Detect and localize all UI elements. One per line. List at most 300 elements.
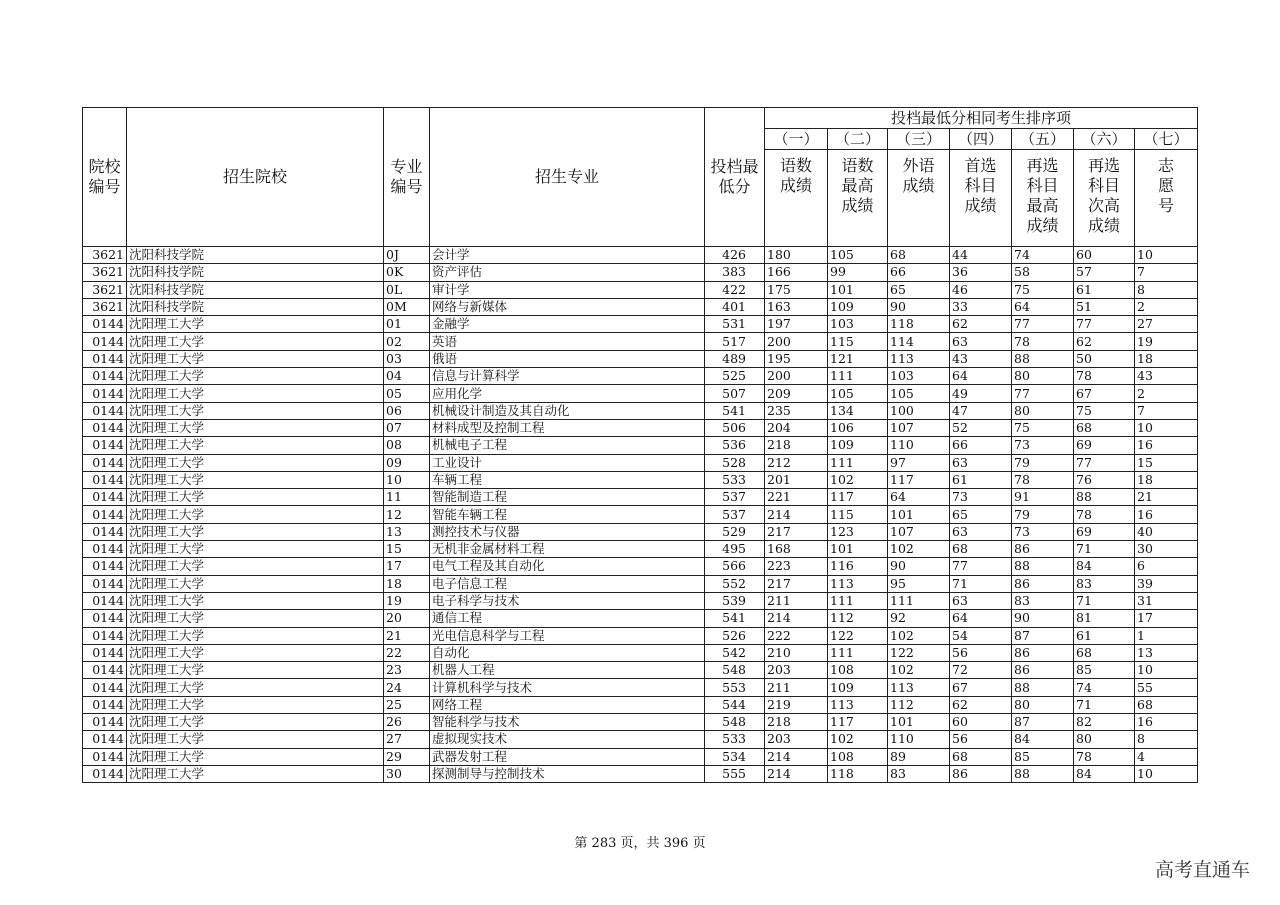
major-name-cell: 会计学 — [430, 247, 705, 264]
header-order-1: （一） — [765, 129, 828, 150]
major-code-cell: 23 — [384, 662, 430, 679]
major-name-cell: 工业设计 — [430, 454, 705, 471]
first-subject-score-cell: 67 — [950, 679, 1012, 696]
school-name-cell: 沈阳理工大学 — [127, 765, 384, 782]
min-score-cell: 506 — [705, 419, 765, 436]
chinese-math-max-cell: 111 — [828, 368, 888, 385]
school-code-cell: 0144 — [83, 575, 127, 592]
chinese-math-score-cell: 201 — [765, 471, 828, 488]
school-name-cell: 沈阳理工大学 — [127, 471, 384, 488]
major-code-cell: 25 — [384, 696, 430, 713]
school-code-cell: 0144 — [83, 627, 127, 644]
major-name-cell: 审计学 — [430, 281, 705, 298]
elective-highest-cell: 87 — [1012, 714, 1074, 731]
major-name-cell: 通信工程 — [430, 610, 705, 627]
chinese-math-max-cell: 105 — [828, 385, 888, 402]
chinese-math-max-cell: 111 — [828, 644, 888, 661]
chinese-math-score-cell: 214 — [765, 765, 828, 782]
school-code-cell: 0144 — [83, 368, 127, 385]
foreign-language-score-cell: 90 — [888, 298, 950, 315]
elective-second-cell: 61 — [1074, 281, 1135, 298]
table-row — [83, 662, 1198, 679]
major-code-cell: 07 — [384, 419, 430, 436]
table-row — [83, 489, 1198, 506]
elective-highest-cell: 86 — [1012, 575, 1074, 592]
table-row — [83, 368, 1198, 385]
preference-number-cell: 10 — [1135, 247, 1198, 264]
table-body — [83, 247, 1198, 783]
chinese-math-score-cell: 203 — [765, 662, 828, 679]
min-score-cell: 536 — [705, 437, 765, 454]
elective-highest-cell: 73 — [1012, 437, 1074, 454]
chinese-math-score-cell: 218 — [765, 437, 828, 454]
school-name-cell: 沈阳理工大学 — [127, 368, 384, 385]
chinese-math-score-cell: 204 — [765, 419, 828, 436]
school-name-cell: 沈阳理工大学 — [127, 627, 384, 644]
preference-number-cell: 39 — [1135, 575, 1198, 592]
header-preference-number: 志愿号 — [1135, 150, 1198, 247]
first-subject-score-cell: 46 — [950, 281, 1012, 298]
elective-second-cell: 71 — [1074, 541, 1135, 558]
chinese-math-score-cell: 163 — [765, 298, 828, 315]
header-school-name: 招生院校 — [127, 108, 384, 247]
chinese-math-max-cell: 109 — [828, 437, 888, 454]
school-code-cell: 0144 — [83, 714, 127, 731]
school-code-cell: 0144 — [83, 489, 127, 506]
table-row — [83, 558, 1198, 575]
header-elective-second: 再选科目次高成绩 — [1074, 150, 1135, 247]
school-code-cell: 0144 — [83, 592, 127, 609]
elective-second-cell: 76 — [1074, 471, 1135, 488]
chinese-math-max-cell: 112 — [828, 610, 888, 627]
school-name-cell: 沈阳理工大学 — [127, 541, 384, 558]
elective-highest-cell: 80 — [1012, 402, 1074, 419]
school-code-cell: 0144 — [83, 350, 127, 367]
elective-second-cell: 78 — [1074, 506, 1135, 523]
min-score-cell: 548 — [705, 662, 765, 679]
elective-second-cell: 80 — [1074, 731, 1135, 748]
preference-number-cell: 8 — [1135, 281, 1198, 298]
chinese-math-score-cell: 214 — [765, 506, 828, 523]
table-row — [83, 541, 1198, 558]
school-code-cell: 3621 — [83, 247, 127, 264]
major-name-cell: 金融学 — [430, 316, 705, 333]
elective-second-cell: 85 — [1074, 662, 1135, 679]
min-score-cell: 401 — [705, 298, 765, 315]
elective-second-cell: 69 — [1074, 523, 1135, 540]
preference-number-cell: 18 — [1135, 471, 1198, 488]
chinese-math-max-cell: 123 — [828, 523, 888, 540]
foreign-language-score-cell: 110 — [888, 437, 950, 454]
header-order-4: （四） — [950, 129, 1012, 150]
chinese-math-max-cell: 99 — [828, 264, 888, 281]
preference-number-cell: 31 — [1135, 592, 1198, 609]
elective-second-cell: 78 — [1074, 368, 1135, 385]
preference-number-cell: 40 — [1135, 523, 1198, 540]
table-row — [83, 419, 1198, 436]
first-subject-score-cell: 56 — [950, 644, 1012, 661]
school-code-cell: 0144 — [83, 748, 127, 765]
elective-highest-cell: 79 — [1012, 506, 1074, 523]
first-subject-score-cell: 44 — [950, 247, 1012, 264]
header-elective-highest: 再选科目最高成绩 — [1012, 150, 1074, 247]
foreign-language-score-cell: 97 — [888, 454, 950, 471]
preference-number-cell: 16 — [1135, 714, 1198, 731]
min-score-cell: 529 — [705, 523, 765, 540]
foreign-language-score-cell: 64 — [888, 489, 950, 506]
min-score-cell: 533 — [705, 731, 765, 748]
major-name-cell: 俄语 — [430, 350, 705, 367]
major-code-cell: 06 — [384, 402, 430, 419]
school-name-cell: 沈阳理工大学 — [127, 316, 384, 333]
foreign-language-score-cell: 105 — [888, 385, 950, 402]
first-subject-score-cell: 62 — [950, 316, 1012, 333]
chinese-math-max-cell: 101 — [828, 541, 888, 558]
school-code-cell: 0144 — [83, 558, 127, 575]
major-code-cell: 22 — [384, 644, 430, 661]
major-name-cell: 网络工程 — [430, 696, 705, 713]
first-subject-score-cell: 33 — [950, 298, 1012, 315]
major-name-cell: 智能车辆工程 — [430, 506, 705, 523]
chinese-math-score-cell: 222 — [765, 627, 828, 644]
chinese-math-max-cell: 106 — [828, 419, 888, 436]
foreign-language-score-cell: 122 — [888, 644, 950, 661]
min-score-cell: 525 — [705, 368, 765, 385]
first-subject-score-cell: 63 — [950, 592, 1012, 609]
chinese-math-score-cell: 217 — [765, 575, 828, 592]
first-subject-score-cell: 43 — [950, 350, 1012, 367]
min-score-cell: 537 — [705, 506, 765, 523]
table-row — [83, 714, 1198, 731]
foreign-language-score-cell: 118 — [888, 316, 950, 333]
chinese-math-score-cell: 210 — [765, 644, 828, 661]
major-code-cell: 0M — [384, 298, 430, 315]
first-subject-score-cell: 60 — [950, 714, 1012, 731]
first-subject-score-cell: 63 — [950, 454, 1012, 471]
school-code-cell: 0144 — [83, 402, 127, 419]
table-row — [83, 316, 1198, 333]
elective-second-cell: 74 — [1074, 679, 1135, 696]
table-row — [83, 471, 1198, 488]
header-foreign-language-score: 外语成绩 — [888, 150, 950, 247]
table-row — [83, 281, 1198, 298]
school-code-cell: 0144 — [83, 506, 127, 523]
chinese-math-score-cell: 209 — [765, 385, 828, 402]
min-score-cell: 528 — [705, 454, 765, 471]
elective-highest-cell: 64 — [1012, 298, 1074, 315]
elective-second-cell: 75 — [1074, 402, 1135, 419]
school-name-cell: 沈阳理工大学 — [127, 644, 384, 661]
first-subject-score-cell: 64 — [950, 610, 1012, 627]
foreign-language-score-cell: 90 — [888, 558, 950, 575]
table-row — [83, 627, 1198, 644]
chinese-math-max-cell: 108 — [828, 748, 888, 765]
major-name-cell: 电子信息工程 — [430, 575, 705, 592]
major-name-cell: 探测制导与控制技术 — [430, 765, 705, 782]
elective-highest-cell: 74 — [1012, 247, 1074, 264]
min-score-cell: 517 — [705, 333, 765, 350]
chinese-math-max-cell: 102 — [828, 471, 888, 488]
elective-highest-cell: 88 — [1012, 350, 1074, 367]
school-code-cell: 0144 — [83, 454, 127, 471]
min-score-cell: 507 — [705, 385, 765, 402]
school-code-cell: 0144 — [83, 471, 127, 488]
min-score-cell: 537 — [705, 489, 765, 506]
school-code-cell: 0144 — [83, 316, 127, 333]
chinese-math-max-cell: 105 — [828, 247, 888, 264]
major-code-cell: 29 — [384, 748, 430, 765]
first-subject-score-cell: 56 — [950, 731, 1012, 748]
min-score-cell: 526 — [705, 627, 765, 644]
first-subject-score-cell: 61 — [950, 471, 1012, 488]
first-subject-score-cell: 62 — [950, 696, 1012, 713]
school-name-cell: 沈阳理工大学 — [127, 506, 384, 523]
major-code-cell: 18 — [384, 575, 430, 592]
school-name-cell: 沈阳理工大学 — [127, 437, 384, 454]
chinese-math-score-cell: 180 — [765, 247, 828, 264]
preference-number-cell: 10 — [1135, 662, 1198, 679]
first-subject-score-cell: 47 — [950, 402, 1012, 419]
elective-highest-cell: 87 — [1012, 627, 1074, 644]
header-order-2: （二） — [828, 129, 888, 150]
elective-second-cell: 83 — [1074, 575, 1135, 592]
major-code-cell: 09 — [384, 454, 430, 471]
chinese-math-score-cell: 223 — [765, 558, 828, 575]
chinese-math-score-cell: 214 — [765, 610, 828, 627]
elective-highest-cell: 78 — [1012, 333, 1074, 350]
elective-second-cell: 61 — [1074, 627, 1135, 644]
chinese-math-score-cell: 175 — [765, 281, 828, 298]
header-tiebreak-group: 投档最低分相同考生排序项 — [765, 108, 1198, 129]
school-name-cell: 沈阳理工大学 — [127, 454, 384, 471]
foreign-language-score-cell: 113 — [888, 679, 950, 696]
major-name-cell: 测控技术与仪器 — [430, 523, 705, 540]
school-code-cell: 0144 — [83, 385, 127, 402]
table-row — [83, 644, 1198, 661]
watermark-text: 高考直通车 — [1154, 859, 1250, 881]
school-code-cell: 0144 — [83, 610, 127, 627]
chinese-math-score-cell: 200 — [765, 333, 828, 350]
preference-number-cell: 18 — [1135, 350, 1198, 367]
school-name-cell: 沈阳理工大学 — [127, 402, 384, 419]
elective-highest-cell: 75 — [1012, 419, 1074, 436]
major-name-cell: 自动化 — [430, 644, 705, 661]
school-name-cell: 沈阳科技学院 — [127, 298, 384, 315]
chinese-math-max-cell: 109 — [828, 298, 888, 315]
chinese-math-max-cell: 122 — [828, 627, 888, 644]
table-row — [83, 731, 1198, 748]
chinese-math-max-cell: 111 — [828, 592, 888, 609]
foreign-language-score-cell: 102 — [888, 627, 950, 644]
foreign-language-score-cell: 101 — [888, 506, 950, 523]
major-code-cell: 13 — [384, 523, 430, 540]
table-row — [83, 437, 1198, 454]
school-name-cell: 沈阳理工大学 — [127, 385, 384, 402]
elective-second-cell: 77 — [1074, 454, 1135, 471]
table-row — [83, 402, 1198, 419]
elective-highest-cell: 85 — [1012, 748, 1074, 765]
table-row — [83, 506, 1198, 523]
major-code-cell: 21 — [384, 627, 430, 644]
chinese-math-max-cell: 102 — [828, 731, 888, 748]
school-code-cell: 0144 — [83, 541, 127, 558]
elective-highest-cell: 77 — [1012, 316, 1074, 333]
major-code-cell: 03 — [384, 350, 430, 367]
first-subject-score-cell: 63 — [950, 333, 1012, 350]
chinese-math-score-cell: 168 — [765, 541, 828, 558]
elective-highest-cell: 80 — [1012, 368, 1074, 385]
major-code-cell: 01 — [384, 316, 430, 333]
min-score-cell: 489 — [705, 350, 765, 367]
foreign-language-score-cell: 110 — [888, 731, 950, 748]
school-code-cell: 0144 — [83, 437, 127, 454]
first-subject-score-cell: 64 — [950, 368, 1012, 385]
major-name-cell: 机械设计制造及其自动化 — [430, 402, 705, 419]
major-name-cell: 机械电子工程 — [430, 437, 705, 454]
min-score-cell: 566 — [705, 558, 765, 575]
preference-number-cell: 21 — [1135, 489, 1198, 506]
major-code-cell: 10 — [384, 471, 430, 488]
school-code-cell: 3621 — [83, 298, 127, 315]
elective-highest-cell: 90 — [1012, 610, 1074, 627]
major-code-cell: 11 — [384, 489, 430, 506]
school-name-cell: 沈阳理工大学 — [127, 592, 384, 609]
preference-number-cell: 1 — [1135, 627, 1198, 644]
min-score-cell: 426 — [705, 247, 765, 264]
elective-second-cell: 78 — [1074, 748, 1135, 765]
chinese-math-max-cell: 108 — [828, 662, 888, 679]
school-code-cell: 0144 — [83, 731, 127, 748]
major-code-cell: 0K — [384, 264, 430, 281]
table-row — [83, 765, 1198, 782]
table-row — [83, 610, 1198, 627]
table-row — [83, 696, 1198, 713]
chinese-math-max-cell: 117 — [828, 489, 888, 506]
first-subject-score-cell: 68 — [950, 541, 1012, 558]
chinese-math-score-cell: 195 — [765, 350, 828, 367]
foreign-language-score-cell: 102 — [888, 541, 950, 558]
foreign-language-score-cell: 113 — [888, 350, 950, 367]
table-row — [83, 247, 1198, 264]
school-name-cell: 沈阳理工大学 — [127, 558, 384, 575]
school-name-cell: 沈阳科技学院 — [127, 281, 384, 298]
preference-number-cell: 16 — [1135, 437, 1198, 454]
min-score-cell: 531 — [705, 316, 765, 333]
elective-highest-cell: 83 — [1012, 592, 1074, 609]
first-subject-score-cell: 65 — [950, 506, 1012, 523]
first-subject-score-cell: 71 — [950, 575, 1012, 592]
min-score-cell: 555 — [705, 765, 765, 782]
elective-highest-cell: 78 — [1012, 471, 1074, 488]
min-score-cell: 495 — [705, 541, 765, 558]
major-name-cell: 智能科学与技术 — [430, 714, 705, 731]
elective-highest-cell: 75 — [1012, 281, 1074, 298]
major-name-cell: 资产评估 — [430, 264, 705, 281]
table-row — [83, 575, 1198, 592]
preference-number-cell: 15 — [1135, 454, 1198, 471]
school-name-cell: 沈阳理工大学 — [127, 350, 384, 367]
foreign-language-score-cell: 95 — [888, 575, 950, 592]
preference-number-cell: 17 — [1135, 610, 1198, 627]
min-score-cell: 544 — [705, 696, 765, 713]
first-subject-score-cell: 73 — [950, 489, 1012, 506]
major-name-cell: 电气工程及其自动化 — [430, 558, 705, 575]
min-score-cell: 542 — [705, 644, 765, 661]
min-score-cell: 552 — [705, 575, 765, 592]
min-score-cell: 541 — [705, 610, 765, 627]
preference-number-cell: 2 — [1135, 385, 1198, 402]
table-row — [83, 454, 1198, 471]
major-code-cell: 20 — [384, 610, 430, 627]
elective-highest-cell: 88 — [1012, 558, 1074, 575]
chinese-math-score-cell: 235 — [765, 402, 828, 419]
chinese-math-max-cell: 115 — [828, 506, 888, 523]
page-number-footer: 第 283 页，共 396 页 — [574, 836, 706, 851]
elective-second-cell: 68 — [1074, 644, 1135, 661]
major-name-cell: 英语 — [430, 333, 705, 350]
foreign-language-score-cell: 100 — [888, 402, 950, 419]
elective-highest-cell: 79 — [1012, 454, 1074, 471]
school-name-cell: 沈阳理工大学 — [127, 333, 384, 350]
first-subject-score-cell: 66 — [950, 437, 1012, 454]
major-code-cell: 12 — [384, 506, 430, 523]
min-score-cell: 553 — [705, 679, 765, 696]
foreign-language-score-cell: 66 — [888, 264, 950, 281]
foreign-language-score-cell: 92 — [888, 610, 950, 627]
school-code-cell: 0144 — [83, 419, 127, 436]
foreign-language-score-cell: 83 — [888, 765, 950, 782]
major-code-cell: 17 — [384, 558, 430, 575]
chinese-math-max-cell: 134 — [828, 402, 888, 419]
preference-number-cell: 7 — [1135, 264, 1198, 281]
header-major-code: 专业编号 — [384, 108, 430, 247]
min-score-cell: 383 — [705, 264, 765, 281]
preference-number-cell: 7 — [1135, 402, 1198, 419]
foreign-language-score-cell: 103 — [888, 368, 950, 385]
school-code-cell: 3621 — [83, 264, 127, 281]
school-code-cell: 0144 — [83, 644, 127, 661]
min-score-cell: 541 — [705, 402, 765, 419]
preference-number-cell: 16 — [1135, 506, 1198, 523]
elective-second-cell: 88 — [1074, 489, 1135, 506]
school-name-cell: 沈阳理工大学 — [127, 489, 384, 506]
school-name-cell: 沈阳科技学院 — [127, 247, 384, 264]
major-name-cell: 计算机科学与技术 — [430, 679, 705, 696]
table-row — [83, 523, 1198, 540]
major-name-cell: 材料成型及控制工程 — [430, 419, 705, 436]
school-code-cell: 0144 — [83, 696, 127, 713]
min-score-cell: 548 — [705, 714, 765, 731]
elective-second-cell: 82 — [1074, 714, 1135, 731]
chinese-math-max-cell: 118 — [828, 765, 888, 782]
table-row — [83, 298, 1198, 315]
foreign-language-score-cell: 117 — [888, 471, 950, 488]
major-name-cell: 无机非金属材料工程 — [430, 541, 705, 558]
elective-second-cell: 50 — [1074, 350, 1135, 367]
foreign-language-score-cell: 101 — [888, 714, 950, 731]
chinese-math-max-cell: 113 — [828, 696, 888, 713]
school-code-cell: 0144 — [83, 662, 127, 679]
elective-second-cell: 81 — [1074, 610, 1135, 627]
admission-score-table — [82, 107, 1198, 783]
major-code-cell: 04 — [384, 368, 430, 385]
foreign-language-score-cell: 107 — [888, 419, 950, 436]
first-subject-score-cell: 77 — [950, 558, 1012, 575]
chinese-math-score-cell: 221 — [765, 489, 828, 506]
elective-second-cell: 84 — [1074, 765, 1135, 782]
preference-number-cell: 10 — [1135, 419, 1198, 436]
elective-highest-cell: 77 — [1012, 385, 1074, 402]
